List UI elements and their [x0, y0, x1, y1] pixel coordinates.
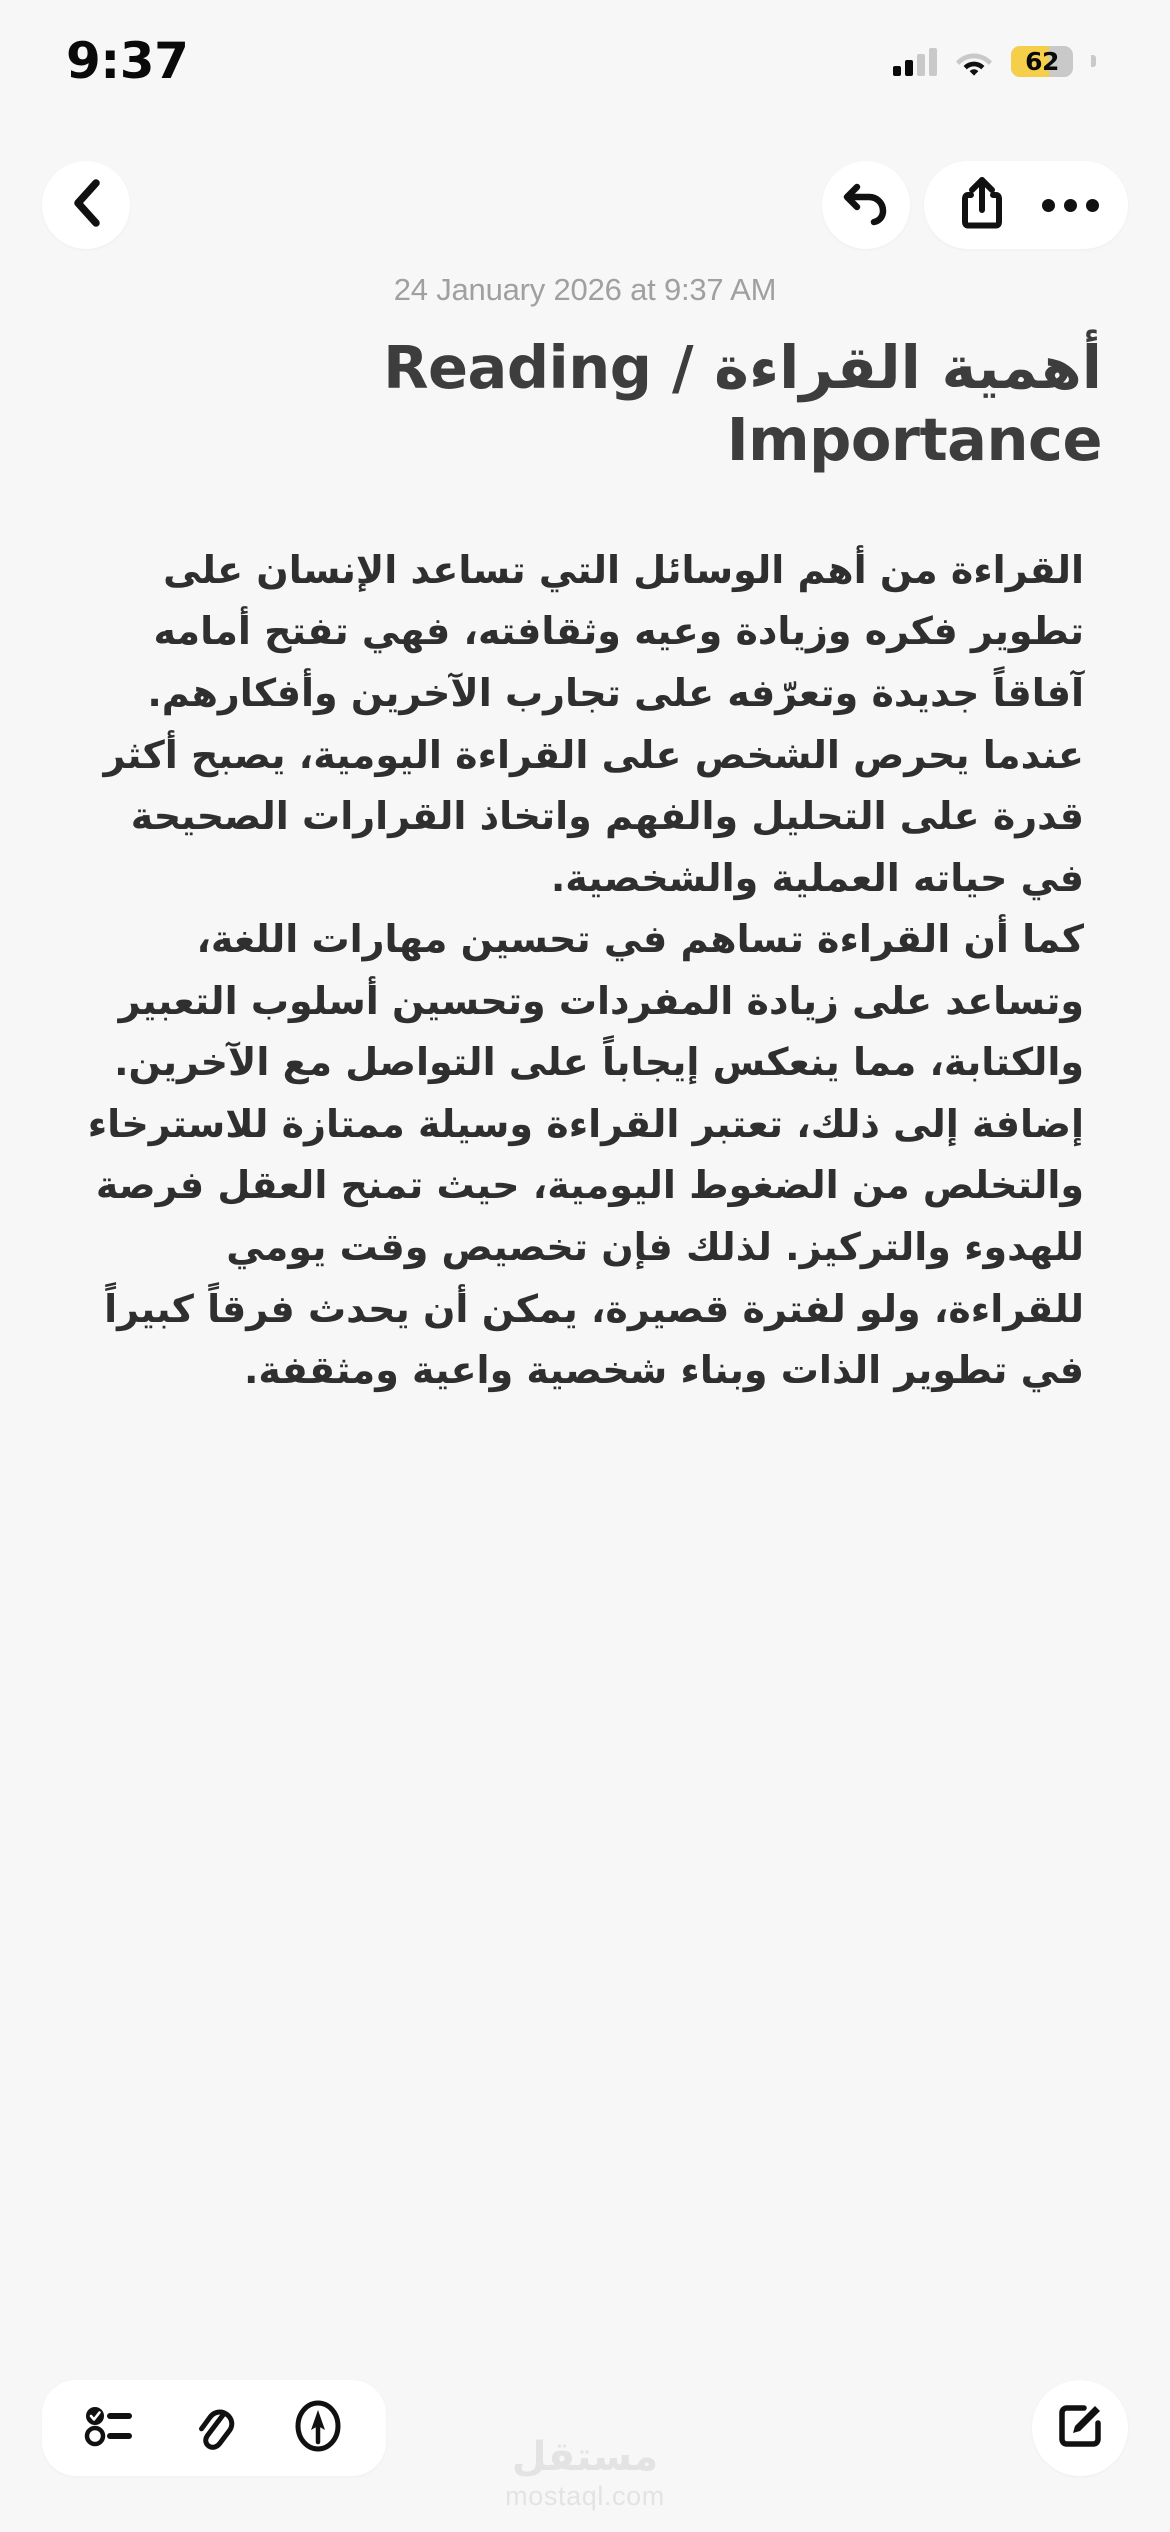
ellipsis-icon [1042, 199, 1099, 212]
note-paragraph: كما أن القراءة تساهم في تحسين مهارات اللغة، وتساعد على زيادة المفردات وتحسين أسلوب التعبير والكتابة، مما ينعكس إيجاباً على التواصل مع الآخرين. إضافة إلى ذلك، تعتبر القراءة وسيلة ممتازة للاسترخاء والتخلص من الضغوط اليومية، حيث تمنح العقل فرصة للهدوء والتركيز. لذلك فإن تخصيص وقت يومي للقراءة، ولو لفترة قصيرة، يمكن أن يحدث فرقاً كبيراً في تطوير الذات وبناء شخصية واعية ومثقفة. [87, 917, 1084, 1393]
battery-cap-icon [1091, 55, 1096, 67]
undo-arrow-icon [841, 179, 891, 231]
compose-button[interactable] [1032, 2380, 1128, 2476]
watermark-arabic: مستقل [511, 2434, 659, 2480]
checklist-icon [84, 2402, 136, 2454]
cellular-signal-icon [893, 46, 937, 76]
undo-button[interactable] [822, 161, 910, 249]
battery-icon [1011, 46, 1073, 77]
markup-pen-icon [292, 2398, 344, 2458]
more-options-button[interactable] [1026, 161, 1114, 249]
wifi-icon [953, 46, 995, 76]
note-date: 24 January 2026 at 9:37 AM [393, 272, 777, 307]
compose-icon [1056, 2402, 1104, 2454]
share-button[interactable] [938, 161, 1026, 249]
editing-tools-group [42, 2380, 386, 2476]
attachment-button[interactable] [162, 2380, 266, 2476]
back-button[interactable] [42, 161, 130, 249]
bottom-toolbar [0, 2380, 1170, 2476]
share-more-group [924, 161, 1128, 249]
note-title[interactable]: أهمية القراءة / Reading Importance [383, 333, 1102, 474]
note-body[interactable] [68, 540, 1102, 1402]
navbar-actions [822, 161, 1128, 249]
navigation-bar [0, 155, 1170, 255]
status-bar-time: 9:37 [66, 32, 189, 90]
status-bar [0, 0, 1170, 110]
battery-level-label: 62 [1025, 46, 1059, 76]
status-bar-indicators [893, 46, 1096, 77]
paperclip-icon [193, 2398, 235, 2458]
share-up-icon [961, 176, 1003, 234]
chevron-left-icon [71, 179, 101, 231]
watermark-latin: mostaql.com [505, 2481, 665, 2511]
note-content [0, 272, 1170, 1402]
markup-button[interactable] [266, 2380, 370, 2476]
note-paragraph: القراءة من أهم الوسائل التي تساعد الإنسان على تطوير فكره وزيادة وعيه وثقافته، فهي تفتح أمامه آفاقاً جديدة وتعرّفه على تجارب الآخرين وأفكارهم. عندما يحرص الشخص على القراءة اليومية، يصبح أكثر قدرة على التحليل والفهم واتخاذ القرارات الصحيحة في حياته العملية والشخصية. [103, 547, 1084, 900]
checklist-button[interactable] [58, 2380, 162, 2476]
